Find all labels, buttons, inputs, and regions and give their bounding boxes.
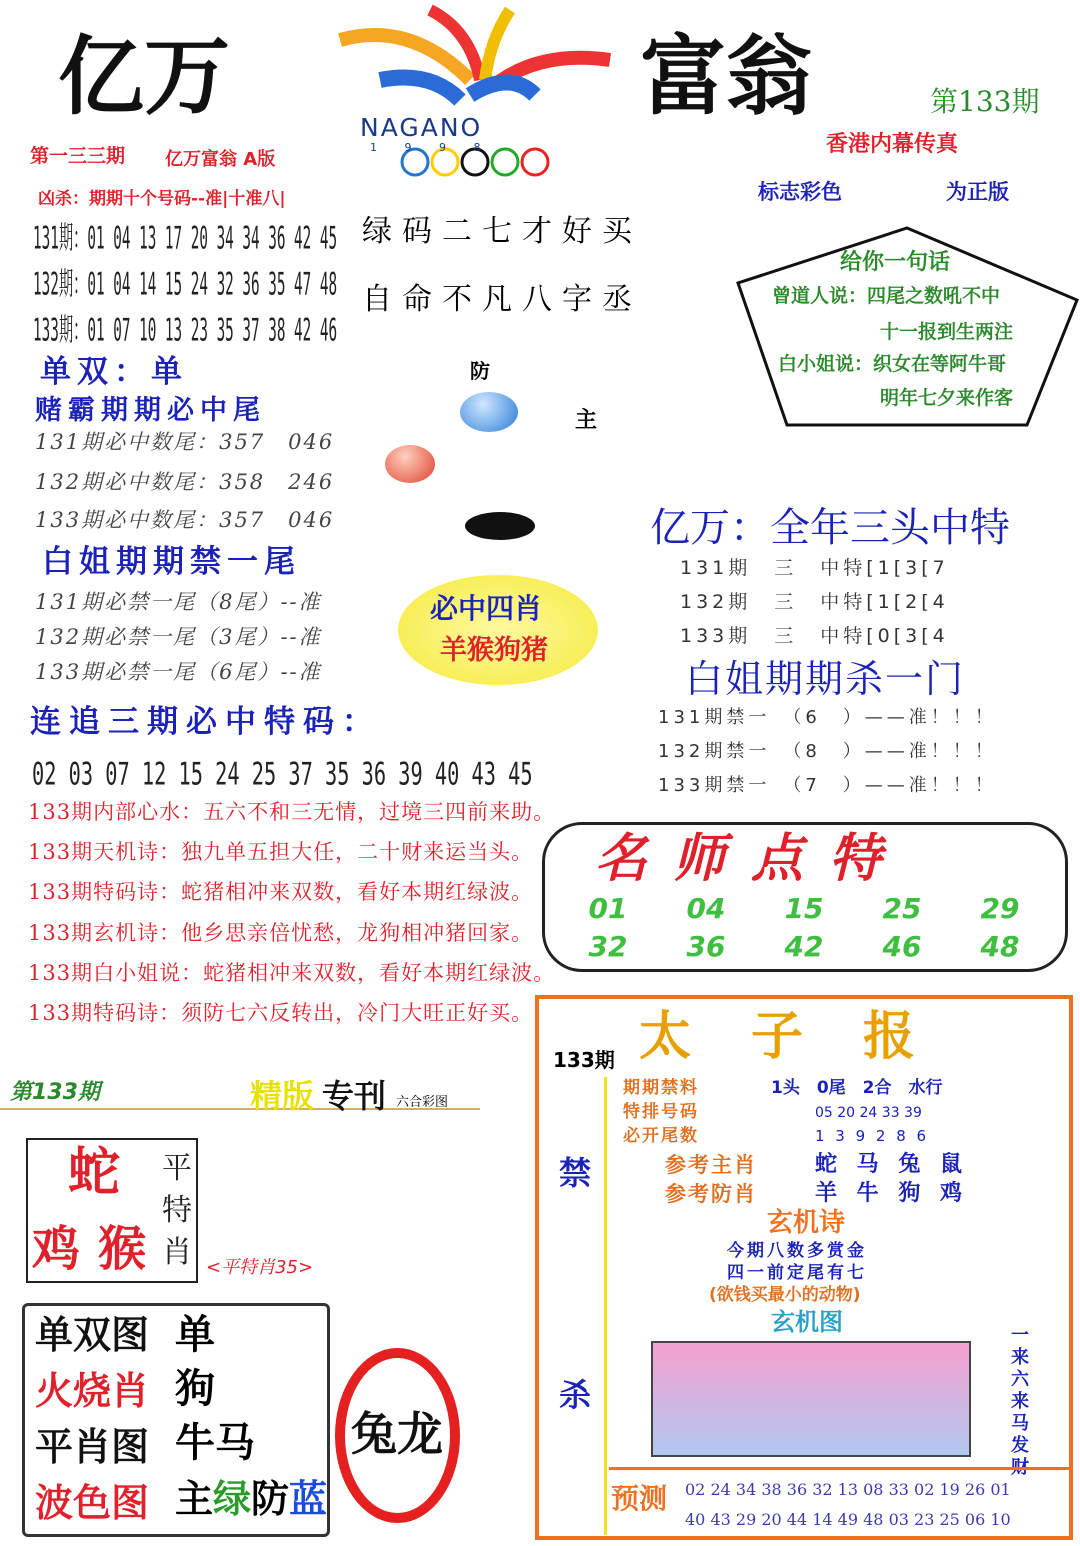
master-number: 04 — [686, 892, 726, 925]
master-number: 48 — [980, 930, 1020, 963]
issue-cn: 第一三三期 — [30, 145, 126, 167]
logo-right: 为正版 — [946, 180, 1009, 204]
three-head-title: 亿万：全年三头中特 — [650, 505, 1010, 551]
br-label: 参考防肖 — [665, 1182, 757, 1206]
bl-title-a: 精版 — [250, 1077, 315, 1115]
br-label: 参考主肖 — [665, 1153, 757, 1177]
four-zodiac-badge — [398, 575, 598, 685]
tail-row: 132期必中数尾：358 246 — [35, 470, 335, 494]
kill-row: 133期：01 07 10 13 23 35 37 38 42 46 — [33, 312, 338, 349]
br-vertical: 一来六来马发财 — [1011, 1325, 1029, 1478]
chase-title: 连追三期必中特码： — [30, 704, 381, 740]
br-value: 羊 牛 狗 鸡 — [815, 1181, 968, 1206]
odd-even: 单双：单 — [40, 354, 188, 390]
bl-item: 平肖图 — [35, 1425, 150, 1469]
four-line2: 羊猴狗猪 — [440, 635, 548, 666]
side-ban: 禁 — [559, 1154, 592, 1192]
predict-label: 预测 — [611, 1482, 668, 1515]
br-value: 蛇 马 兔 鼠 — [815, 1152, 968, 1177]
tail-title: 赌霸期期必中尾 — [35, 395, 266, 426]
kill-door-row: 133期禁一 （7 ）——准！！！ — [658, 775, 997, 796]
tail-row: 133期必中数尾：357 046 — [35, 508, 335, 532]
quote-line: 明年七夕来作客 — [880, 387, 1014, 409]
master-number: 01 — [588, 892, 628, 925]
br-value: 05 20 24 33 39 — [815, 1105, 922, 1121]
pic-title: 玄机图 — [771, 1308, 843, 1336]
quote-line: 曾道人说：四尾之数吼不中 — [772, 285, 1001, 307]
master-number: 46 — [882, 930, 922, 963]
kill-door-title: 白姐期期杀一门 — [685, 657, 966, 701]
master-number: 42 — [784, 930, 824, 963]
bl-item: 火烧肖 — [35, 1369, 150, 1413]
bl-title-b: 专刊 — [322, 1077, 387, 1115]
br-poem: 四一前定尾有七 — [727, 1263, 867, 1283]
blue-ball — [460, 392, 518, 432]
br-poem: (欲钱买最小的动物) — [709, 1285, 861, 1305]
predict-row: 02 24 34 38 36 32 13 08 33 02 19 26 01 — [685, 1480, 1011, 1499]
title-left: 亿万 — [58, 26, 230, 127]
poem-title: 玄机诗 — [767, 1208, 846, 1238]
bl-mid: 狗 — [175, 1366, 215, 1412]
kill-title: 凶杀：期期十个号码--准|十准八| — [38, 189, 286, 209]
zodiac-snake: 蛇 — [68, 1143, 121, 1203]
ban-row: 133期必禁一尾（6尾）--准 — [35, 660, 322, 684]
black-ball — [465, 512, 535, 540]
fax-title: 香港内幕传真 — [826, 132, 959, 157]
poem-line: 133期特码诗：须防七六反转出，冷门大旺正好买。 — [28, 1001, 534, 1025]
center-poem: 自命不凡八字丞 — [362, 282, 642, 317]
divider — [609, 1467, 1069, 1470]
kill-row: 131期：01 04 13 17 20 34 34 36 42 45 — [33, 220, 338, 257]
master-title: 名师点特 — [595, 828, 908, 889]
bl-issue: 第133期 — [10, 1080, 100, 1105]
ban-row: 131期必禁一尾（8尾）--准 — [35, 590, 322, 614]
bl-mid: 牛马 — [175, 1420, 255, 1466]
bl-side: 平特肖 — [162, 1151, 192, 1270]
center-poem: 绿码二七才好买 — [362, 214, 642, 249]
title-right: 富翁 — [640, 26, 812, 127]
zodiac-box — [26, 1138, 198, 1283]
master-number: 15 — [784, 892, 824, 925]
master-number: 32 — [588, 930, 628, 963]
wave-blue: 蓝 — [289, 1477, 328, 1521]
zodiac-rooster: 鸡 — [32, 1221, 81, 1277]
br-title: 太子报 — [639, 1006, 976, 1067]
ban-title: 白姐期期禁一尾 — [42, 544, 301, 580]
three-head-row: 131期 三 中特[1[3[7 — [680, 557, 949, 579]
pentagon-title: 给你一句话 — [840, 250, 951, 275]
circle-text: 兔龙 — [351, 1407, 443, 1461]
issue-number: 第133期 — [930, 85, 1040, 118]
kill-door-row: 131期禁一 （6 ）——准！！！ — [658, 707, 997, 728]
bl-tag: <平特肖35> — [206, 1257, 314, 1278]
logo-left: 标志彩色 — [758, 180, 842, 204]
bl-item: 波色图 — [35, 1481, 150, 1525]
poem-line: 133期特码诗：蛇猪相冲来双数，看好本期红绿波。 — [28, 880, 534, 904]
wave-main: 主 — [175, 1477, 214, 1521]
predict-row: 40 43 29 20 44 14 49 48 03 23 25 06 10 — [685, 1510, 1011, 1529]
br-label: 期期禁料 — [623, 1078, 699, 1098]
br-label: 必开尾数 — [623, 1126, 699, 1146]
kill-door-row: 132期禁一 （8 ）——准！！！ — [658, 741, 997, 762]
wave-guard: 防 — [251, 1477, 290, 1521]
three-head-row: 132期 三 中特[1[2[4 — [680, 591, 949, 613]
poem-line: 133期天机诗：独九单五担大任，二十财来运当头。 — [28, 840, 534, 864]
tail-row: 131期必中数尾：357 046 — [35, 430, 335, 454]
chase-numbers: 02 03 07 12 15 24 25 37 35 36 39 40 43 45 — [32, 756, 533, 793]
mystery-picture — [651, 1341, 971, 1457]
bottom-left-panel — [0, 1078, 485, 1546]
ban-row: 132期必禁一尾（3尾）--准 — [35, 625, 322, 649]
bl-box — [22, 1303, 330, 1537]
bl-mid: 单 — [175, 1312, 215, 1358]
poem-line: 133期内部心水：五六不和三无情，过境三四前来助。 — [28, 800, 556, 824]
poem-line: 133期玄机诗：他乡思亲倍忧愁，龙狗相冲猪回家。 — [28, 921, 534, 945]
quote-line: 白小姐说：织女在等阿牛哥 — [778, 353, 1007, 375]
three-head-row: 133期 三 中特[0[3[4 — [680, 625, 949, 647]
zodiac-column — [547, 1077, 607, 1535]
kill-row: 132期：01 04 14 15 24 32 36 35 47 48 — [33, 266, 338, 303]
bottom-right-panel — [535, 995, 1073, 1540]
logo-text: NAGANO — [360, 113, 483, 142]
circle-badge — [335, 1348, 460, 1523]
nagano-logo — [320, 0, 620, 180]
poem-line: 133期白小姐说：蛇猪相冲来双数，看好本期红绿波。 — [28, 961, 556, 985]
zhu-label: 主 — [575, 408, 598, 433]
wave-green: 绿 — [213, 1477, 252, 1521]
quote-line: 十一报到生两注 — [880, 321, 1014, 343]
side-kill: 杀 — [559, 1376, 592, 1414]
bl-item: 单双图 — [35, 1313, 150, 1357]
four-line1: 必中四肖 — [430, 592, 543, 625]
fang-label: 防 — [470, 359, 490, 383]
zodiac-monkey: 猴 — [98, 1221, 147, 1277]
logo-year: 1 9 9 8 — [370, 141, 493, 154]
br-poem: 今期八数多赏金 — [727, 1241, 867, 1261]
red-ball — [385, 445, 435, 483]
br-issue: 133期 — [553, 1048, 615, 1072]
master-number: 25 — [882, 892, 922, 925]
master-box — [542, 822, 1068, 972]
br-value: 1 3 9 2 8 6 — [815, 1127, 930, 1145]
master-number: 36 — [686, 930, 726, 963]
br-value: 1头 0尾 2合 水行 — [771, 1078, 943, 1098]
bl-sub: 六合彩图 — [396, 1095, 449, 1110]
br-label: 特排号码 — [623, 1102, 699, 1122]
master-number: 29 — [980, 892, 1020, 925]
edition: 亿万富翁 A版 — [165, 149, 276, 170]
